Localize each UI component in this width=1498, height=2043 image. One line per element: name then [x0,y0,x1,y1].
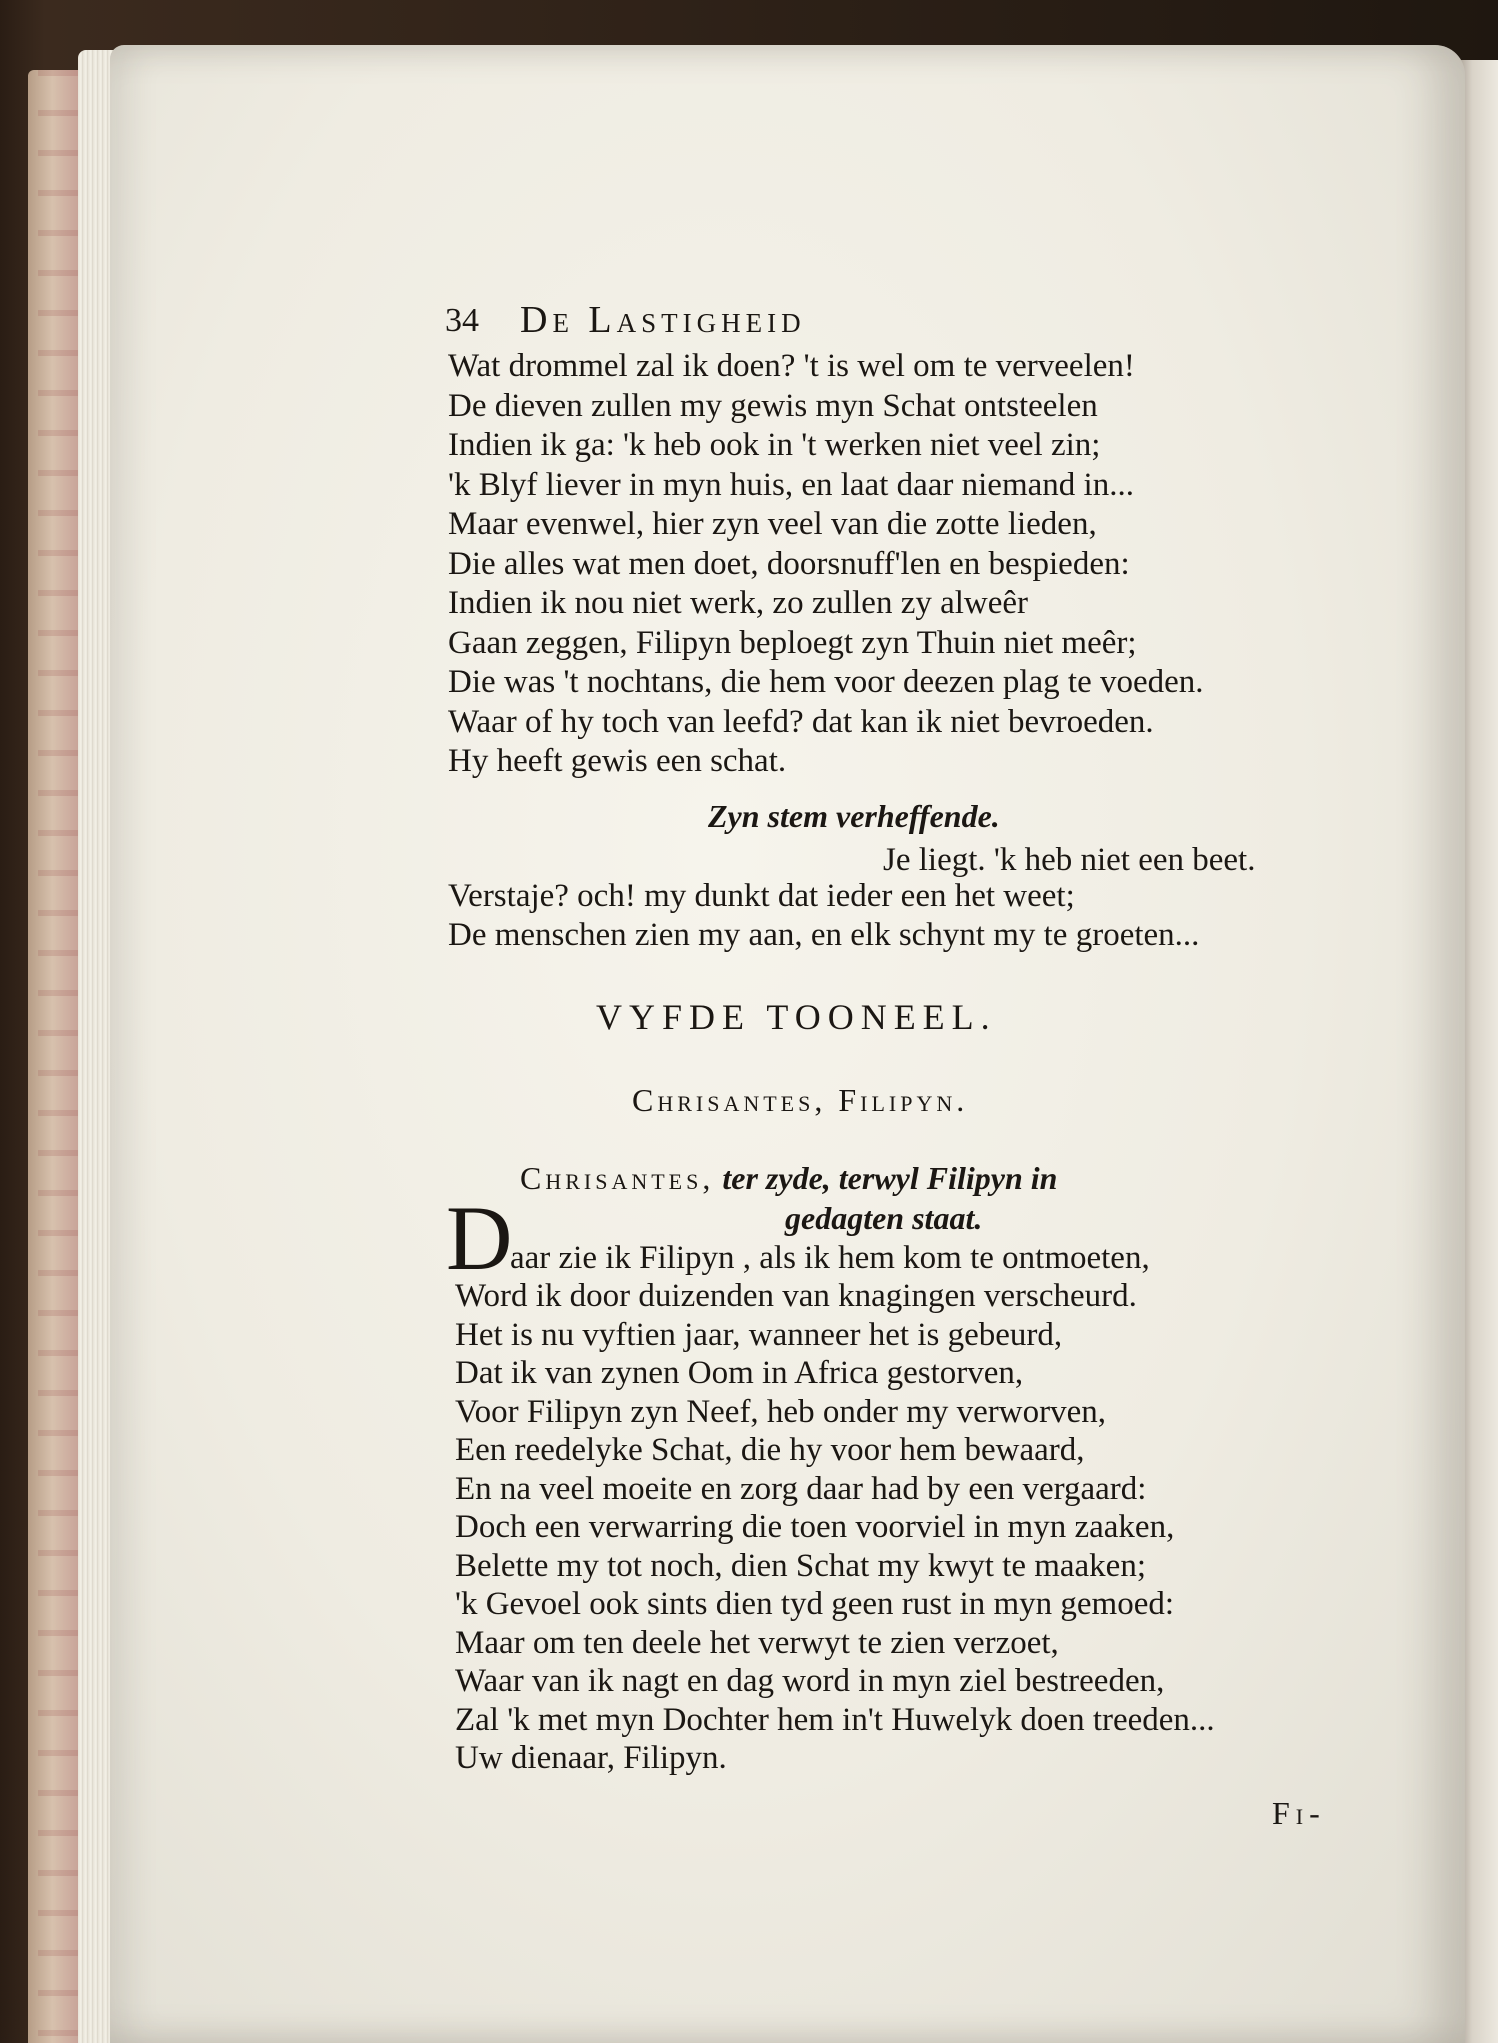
verse-line: Verstaje? och! my dunkt dat ieder een het weet; [448,878,1075,914]
verse-line: Uw dienaar, Filipyn. [455,1740,727,1776]
stage-direction: Zyn stem verheffende. [708,798,1000,834]
verse-line: Dat ik van zynen Oom in Africa gestorven, [455,1355,1024,1391]
verse-line: Word ik door duizenden van knagingen verscheurd. [455,1278,1137,1314]
verse-line: Waar van ik nagt en dag word in myn ziel bestreeden, [455,1663,1165,1699]
verse-line: Maar evenwel, hier zyn veel van die zotte lieden, [448,506,1097,542]
verse-line-continuation: Je liegt. 'k heb niet een beet. [883,842,1256,878]
catchword: Fi- [1272,1795,1326,1831]
speaker-direction-cont: gedagten staat. [785,1200,983,1236]
verse-line: Belette my tot noch, dien Schat my kwyt te maaken; [455,1547,1147,1584]
verse-line: 'k Gevoel ook sints dien tyd geen rust in myn gemoed: [455,1586,1175,1622]
verse-line: Indien ik ga: 'k heb ook in 't werken niet veel zin; [448,427,1101,463]
book-page [110,45,1465,2043]
verse-line: Het is nu vyftien jaar, wanneer het is gebeurd, [455,1316,1063,1353]
verse-line: Hy heeft gewis een schat. [448,743,787,779]
verse-line: Voor Filipyn zyn Neef, heb onder my verworven, [455,1393,1106,1430]
drop-cap: D [446,1187,513,1289]
running-title: De Lastigheid [520,299,806,341]
verse-line: Indien ik nou niet werk, zo zullen zy alweêr [448,585,1029,621]
verse-line: Een reedelyke Schat, die hy voor hem bewaard, [455,1432,1085,1468]
verse-line: De dieven zullen my gewis myn Schat ontsteelen [448,387,1098,424]
verse-line: Maar om ten deele het verwyt te zien verzoet, [455,1624,1059,1661]
speaker-direction: ter zyde, terwyl Filipyn in [722,1160,1058,1196]
verse-line: Gaan zeggen, Filipyn beploegt zyn Thuin niet meêr; [448,624,1137,661]
verse-line: En na veel moeite en zorg daar had by een vergaard: [455,1470,1147,1507]
speaker-name: Chrisantes, [520,1160,715,1196]
verse-line: Zal 'k met myn Dochter hem in't Huwelyk doen treeden... [455,1701,1215,1738]
scene-title: VYFDE TOONEEL. [596,997,997,1037]
verse-line: 'k Blyf liever in myn huis, en laat daar niemand in... [448,466,1134,503]
verse-line: Die was 't nochtans, die hem voor deezen plag te voeden. [448,664,1204,700]
speaker-heading [520,1160,1057,1197]
verse-line: De menschen zien my aan, en elk schynt my te groeten... [448,917,1200,953]
page-number: 34 [445,302,479,339]
verse-line: Waar of hy toch van leefd? dat kan ik niet bevroeden. [448,703,1154,740]
verse-line: Die alles wat men doet, doorsnuff'len en bespieden: [448,545,1130,582]
verse-line-first: aar zie ik Filipyn , als ik hem kom te ontmoeten, [510,1240,1150,1276]
verse-line: Wat drommel zal ik doen? 't is wel om te verveelen! [448,348,1135,384]
scene-characters: Chrisantes, Filipyn. [632,1082,969,1118]
verse-line: Doch een verwarring die toen voorviel in myn zaaken, [455,1509,1175,1545]
